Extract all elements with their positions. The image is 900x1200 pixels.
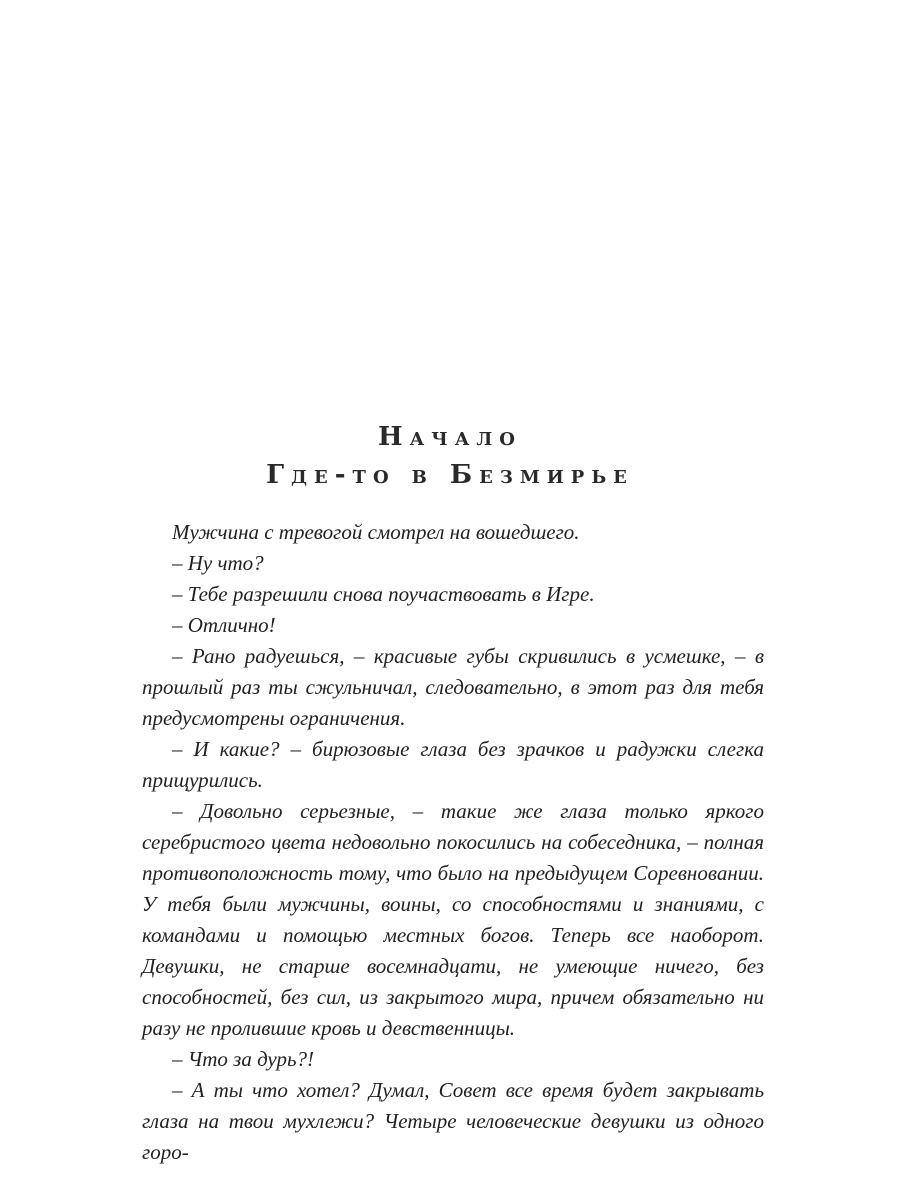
paragraph: – И какие? – бирюзовые глаза без зрачков и радужки слегка прищурились. bbox=[142, 737, 764, 792]
paragraph: – А ты что хотел? Думал, Совет все время будет закрывать глаза на твои мухлежи? Четыре человеческие девушки из одного горо- bbox=[142, 1078, 764, 1164]
paragraph: – Рано радуешься, – красивые губы скривились в усмешке, – в прошлый раз ты сжульничал, следовательно, в этот раз для тебя предусмотрены ограничения. bbox=[142, 644, 764, 730]
paragraph: – Что за дурь?! bbox=[172, 1047, 315, 1071]
chapter-subtitle: Где-то в Безмирье bbox=[266, 460, 634, 490]
chapter-heading bbox=[0, 418, 900, 494]
paragraph: – Отлично! bbox=[172, 613, 276, 637]
paragraph: – Ну что? bbox=[172, 551, 264, 575]
body-text bbox=[142, 517, 764, 1168]
chapter-title: Начало bbox=[378, 422, 522, 452]
paragraph: – Довольно серьезные, – такие же глаза только яркого серебристого цвета недовольно покосились на собеседника, – полная противоположность тому, что было на предыдущем Соревновании. У тебя были мужчины, воины, со способностями и знаниями, с командами и помощью местных богов. Теперь все наоборот. Девушки, не старше восемнадцати, не умеющие ничего, без способностей, без сил, из закрытого мира, причем обязательно ни разу не пролившие кровь и девственницы. bbox=[142, 799, 764, 1040]
paragraph: Мужчина с тревогой смотрел на вошедшего. bbox=[172, 520, 580, 544]
paragraph: – Тебе разрешили снова поучаствовать в Игре. bbox=[172, 582, 595, 606]
